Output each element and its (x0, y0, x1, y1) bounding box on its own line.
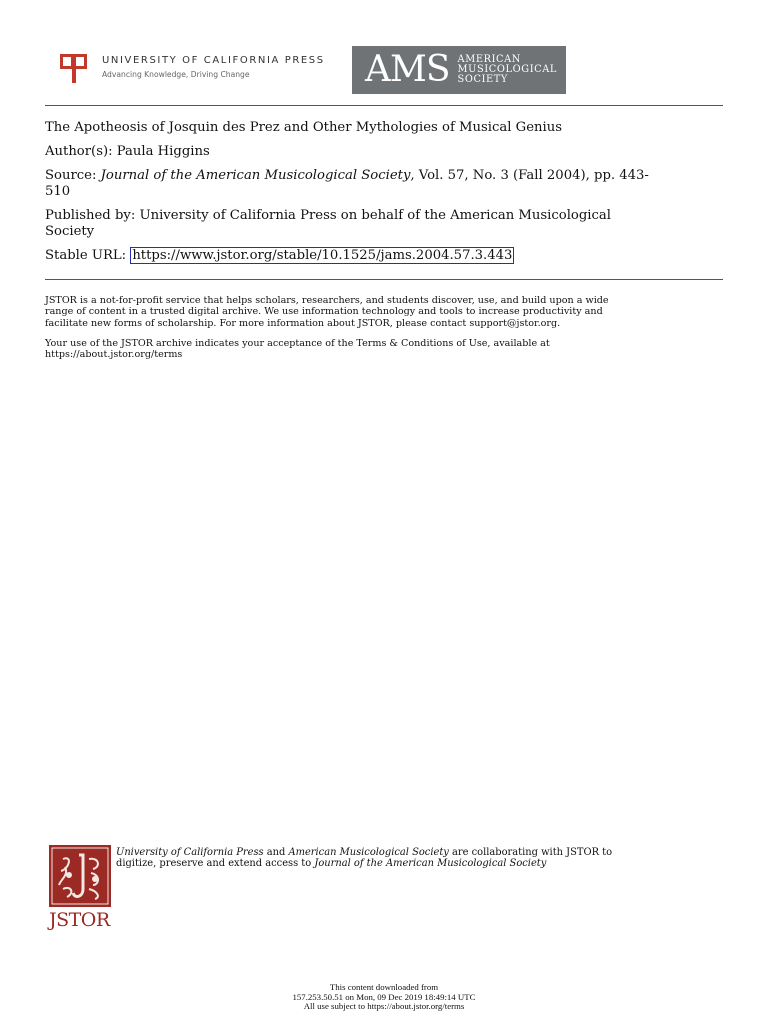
stable-url-link[interactable]: https://www.jstor.org/stable/10.1525/jams.2004.57.3.443 (132, 248, 513, 263)
download-footer (0, 983, 768, 1012)
publisher-name: UNIVERSITY OF CALIFORNIA PRESS (102, 55, 325, 66)
publisher-line-1: University of California Press on behalf of the American Musicological (139, 208, 611, 223)
jstor-description: JSTOR is a not-for-profit service that helps scholars, researchers, and students discover, use, and build upon a wide range of content in a trusted digital archive. We use information technology and tools to increase productivity and facilitate new forms of scholarship. For more information about JSTOR, please contact support@jstor.org. (45, 295, 609, 329)
collab-journal: Journal of the American Musicological Society (314, 858, 547, 870)
source-line: Source: Journal of the American Musicological Society, Vol. 57, No. 3 (Fall 2004), pp. 443- 510 (45, 168, 649, 199)
jstor-notice (45, 295, 725, 369)
ucp-book-mark-icon (60, 54, 88, 84)
article-title: The Apotheosis of Josquin des Prez and Other Mythologies of Musical Genius (45, 120, 562, 135)
publisher-line-2: Society (45, 224, 95, 239)
citation: , Vol. 57, No. 3 (Fall 2004), pp. 443- (410, 168, 649, 183)
terms-notice: Your use of the JSTOR archive indicates your acceptance of the Terms & Conditions of Use, available at https://about.jstor.org/terms (45, 337, 550, 361)
publisher-tagline: Advancing Knowledge, Driving Change (102, 70, 250, 79)
metadata-divider (45, 279, 723, 280)
jstor-wordmark: JSTOR (49, 909, 110, 931)
ams-logo (352, 46, 566, 94)
collaboration-statement: University of California Press and American Musicological Society are collaborating with JSTOR to digitize, preserve and extend access to Journal of the American Musicological Society (116, 847, 613, 870)
journal-name: Journal of the American Musicological Society (100, 168, 411, 183)
download-line-1: This content downloaded from (329, 982, 439, 992)
ams-abbr: AMS (365, 49, 450, 90)
ucp-logo (60, 54, 325, 84)
partner-1: University of California Press (116, 847, 264, 858)
jstor-seal-icon (49, 845, 111, 907)
authors-line: Author(s): Paula Higgins (45, 144, 210, 159)
ams-full-name: AMERICAN MUSICOLOGICAL SOCIETY (457, 54, 558, 85)
header-divider (45, 105, 723, 106)
article-metadata (45, 120, 725, 264)
download-line-2: 157.253.50.51 on Mon, 09 Dec 2019 18:49:14 UTC (292, 991, 476, 1002)
partner-2: American Musicological Society (288, 847, 449, 858)
download-line-3: All use subject to https://about.jstor.org/terms (303, 1001, 465, 1012)
published-by-line: Published by: University of California Press on behalf of the American Musicological Society (45, 208, 611, 239)
terms-link[interactable]: https://about.jstor.org/terms (45, 349, 183, 361)
jstor-logo (49, 845, 113, 931)
stable-url-line: Stable URL: https://www.jstor.org/stable/10.1525/jams.2004.57.3.443 (45, 248, 513, 263)
author-name: Paula Higgins (116, 144, 210, 159)
citation-continued: 510 (45, 184, 71, 199)
header-logos (60, 46, 570, 96)
